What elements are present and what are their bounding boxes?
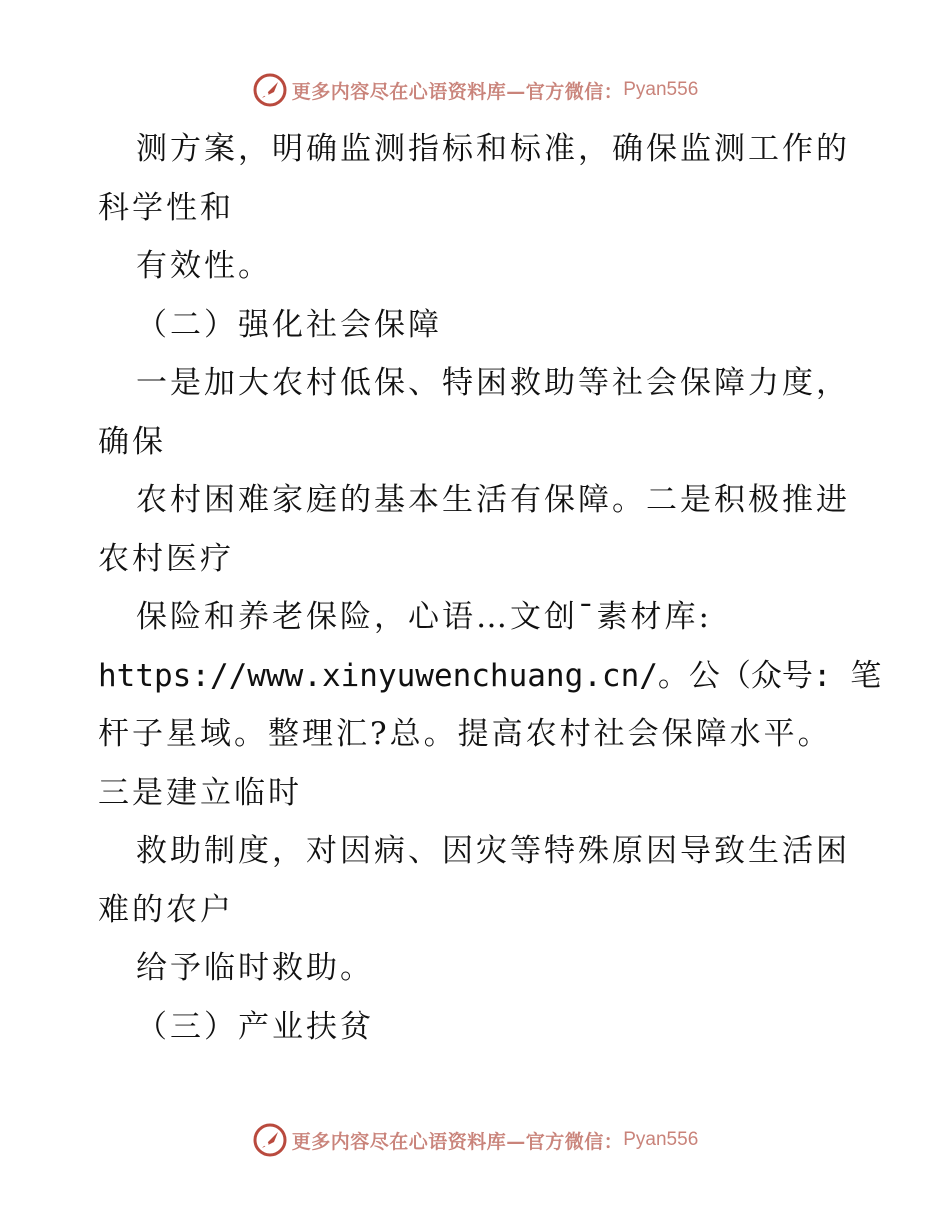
text-line: 一是加大农村低保、特困救助等社会保障力度，	[136, 365, 850, 401]
document-body	[98, 120, 882, 1056]
header-banner	[0, 70, 950, 110]
banner-wechat-id: Pyan556	[623, 1129, 699, 1150]
text-line: 三是建立临时	[98, 774, 302, 811]
text-line: https://www.xinyuwenchuang.cn/。公（众号: 笔	[98, 657, 882, 694]
text-line: 科学性和	[98, 189, 234, 226]
text-line: 确保	[98, 423, 166, 460]
text-line: （二）强化社会保障	[136, 306, 442, 343]
quill-logo-icon	[252, 72, 288, 108]
text-line: 给予临时救助。	[136, 950, 374, 986]
text-line: 农村医疗	[98, 540, 234, 577]
footer-banner	[0, 1120, 950, 1160]
quill-logo-icon	[252, 1122, 288, 1158]
text-line: 农村困难家庭的基本生活有保障。二是积极推进	[136, 482, 850, 518]
banner-wechat-id: Pyan556	[623, 79, 699, 100]
text-line: 难的农户	[98, 891, 234, 928]
text-line: 保险和养老保险，心语…文创¯素材库:	[136, 599, 712, 635]
banner-text: 更多内容尽在心语资料库—官方微信：	[291, 1130, 624, 1153]
text-line: （三）产业扶贫	[136, 1008, 374, 1045]
text-line: 救助制度，对因病、因灾等特殊原因导致生活困	[136, 833, 850, 869]
text-line: 有效性。	[136, 248, 272, 284]
text-line: 测方案，明确监测指标和标准，确保监测工作的	[136, 131, 850, 167]
text-line: 杆子星域。整理汇?总。提高农村社会保障水平。	[98, 716, 832, 752]
banner-text: 更多内容尽在心语资料库—官方微信：	[291, 80, 624, 103]
